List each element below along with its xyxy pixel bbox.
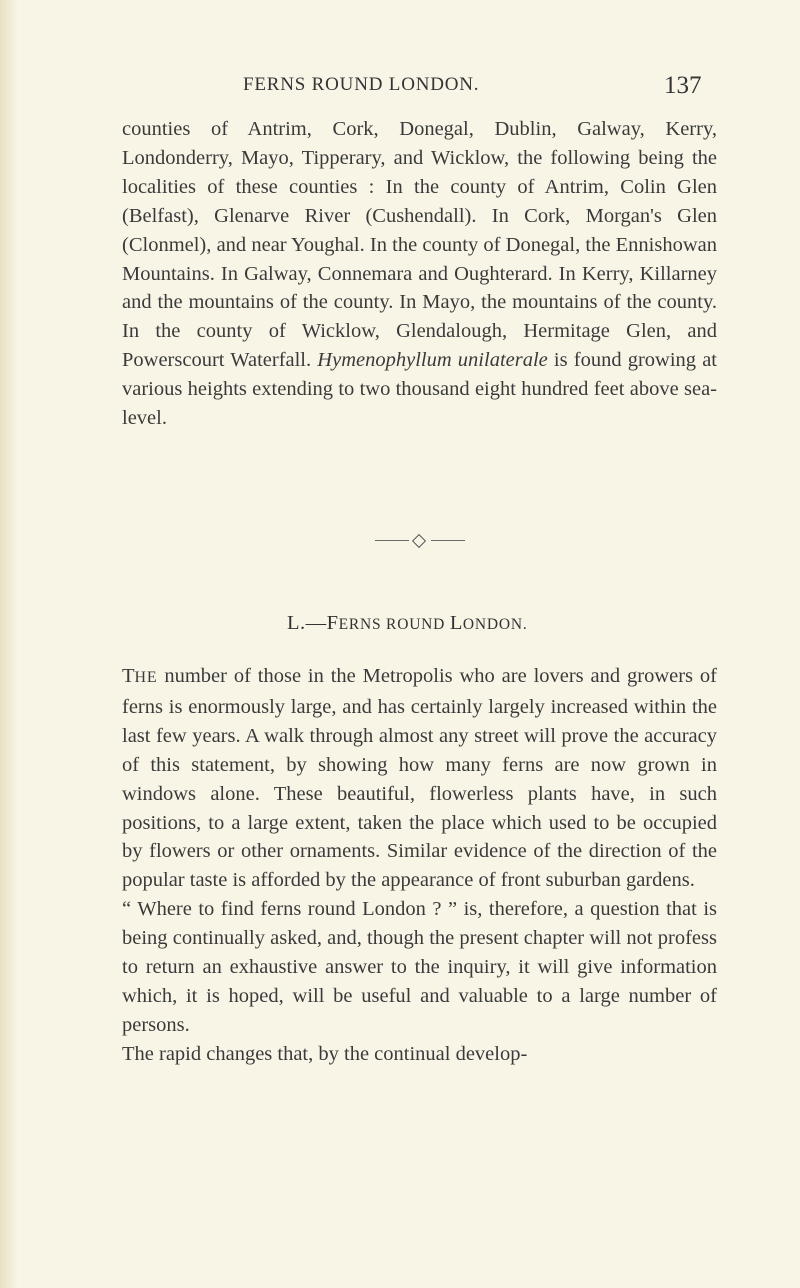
paragraph-rapid-changes: The rapid changes that, by the continual develop- bbox=[122, 1042, 528, 1065]
section-body bbox=[122, 662, 717, 1069]
page-number: 137 bbox=[664, 72, 702, 99]
diamond-ornament-icon bbox=[412, 534, 426, 548]
running-head: FERNS ROUND LONDON. bbox=[243, 74, 480, 95]
section-heading-initial-f: F bbox=[326, 612, 339, 634]
species-name: Hymenophyllum unilaterale bbox=[317, 349, 548, 372]
paragraph-localities-text: counties of Antrim, Cork, Donegal, Dublin, Galway, Kerry, Londonderry, Mayo, Tipperary, and Wicklow, the following being the localities of these counties : In the county of Antrim, Colin Glen (Belfast), Glenarve River (Cushendall). In Cork, Morgan's Glen (Clonmel), and near Youghal. In the county of Donegal, the Ennishowan Mountains. In Galway, Connemara and Oughterard. In Kerry, Killarney and the mountains of the county. In Mayo, the mountains of the county. In the county of Wicklow, Glendalough, Hermitage Glen, and Powerscourt Waterfall. bbox=[122, 118, 717, 372]
divider-rule-left bbox=[375, 540, 409, 541]
section-heading bbox=[287, 612, 528, 635]
page-edge-shadow bbox=[0, 0, 18, 1288]
section-heading-ondon: ONDON. bbox=[462, 616, 528, 633]
paragraph-localities-end: is found growing at various heights extending to two thousand eight hundred feet above sea-level. bbox=[122, 349, 718, 430]
paragraph-intro-lead-t: T bbox=[122, 665, 135, 687]
paragraph-question: “ Where to find ferns round London ? ” is, therefore, a question that is being continually asked, and, though the present chapter will not profess to return an exhaustive answer to the inquiry, it will give information which, it is hoped, will be useful and valuable to a large number of persons. bbox=[122, 898, 717, 1036]
divider-rule-right bbox=[431, 540, 465, 541]
section-divider-ornament bbox=[375, 534, 465, 548]
paragraph-intro bbox=[122, 662, 717, 895]
section-heading-erns: ERNS ROUND bbox=[338, 616, 450, 633]
paragraph-intro-text: number of those in the Metropolis who are lovers and growers of ferns is enormously large, and has certainly largely increased within the last few years. A walk through almost any street will prove the accuracy of this statement, by showing how many ferns are now grown in windows alone. These beautiful, flowerless plants have, in such positions, to a large extent, taken the place which used to be occupied by flowers or other ornaments. Similar evidence of the direction of the popular taste is afforded by the appearance of front suburban gardens. bbox=[122, 665, 717, 892]
section-heading-prefix: L.— bbox=[287, 612, 327, 634]
paragraph-localities bbox=[122, 115, 717, 433]
section-heading-initial-l: L bbox=[449, 612, 463, 634]
paragraph-intro-lead-he: HE bbox=[134, 669, 158, 686]
